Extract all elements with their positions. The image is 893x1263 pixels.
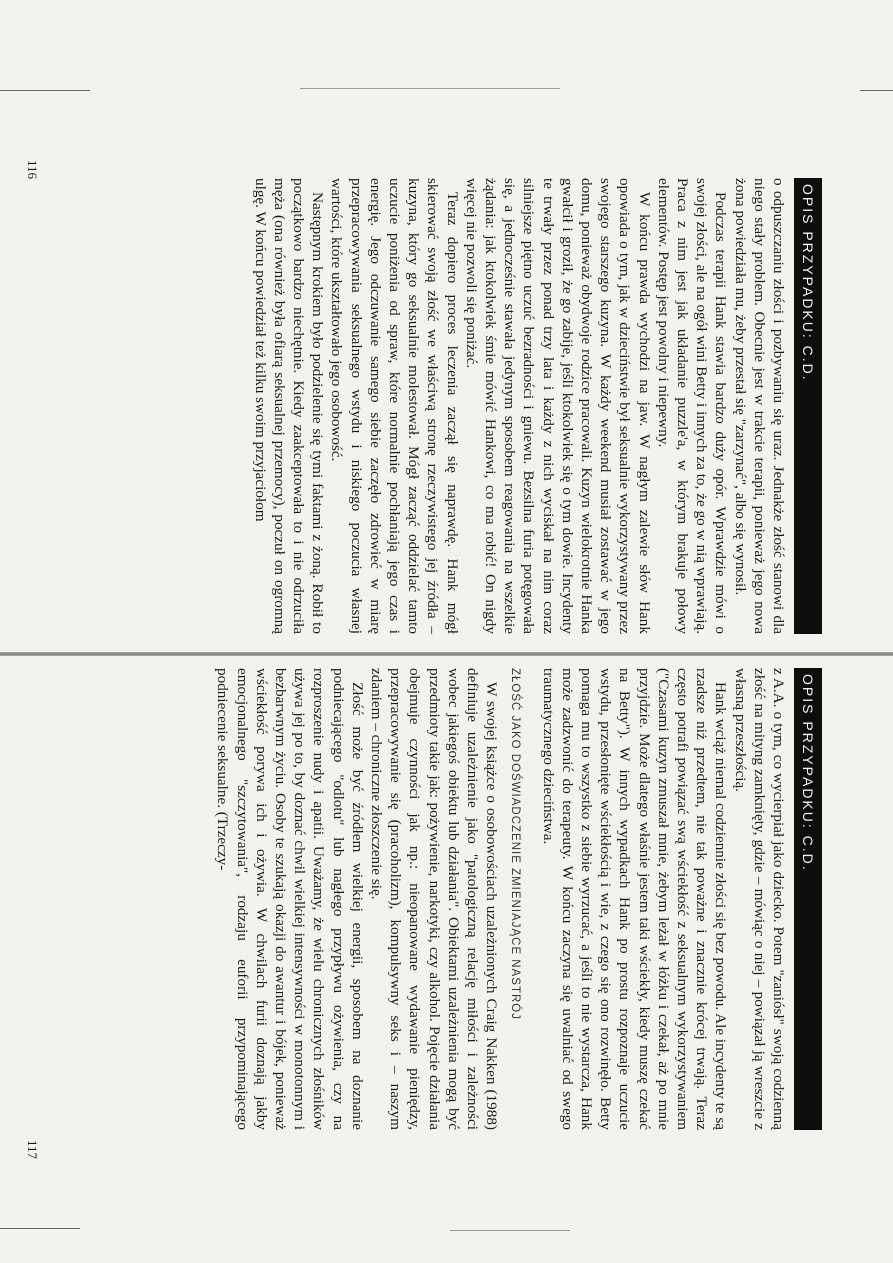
book-gutter: [0, 652, 893, 656]
paragraph: Złość może być źródłem wielkiej energii, sposobem na doznanie podniecającego "odlotu" lub nagłego przypływu ożywienia, czy na rozproszenie nudy i apatii. Uważamy, że wielu chronicznych złośników używa jej po to, by doznać chwil wielkiej intensywności w monotonnym i bezbarwnym życiu. Osoby te szukają okazji do awantur i bójek, ponieważ wściekłość porywa ich i ożywia. W chwilach furii doznają jakby emocjonalnego "szczytowania", rodzaju euforii przypominającego podniecenie seksualne. (Trzeczy-: [214, 668, 366, 1130]
scan-artifact-line: [860, 90, 893, 91]
left-page-number: 116: [25, 160, 40, 180]
paragraph: z A.A. o tym, co wycierpiał jako dziecko. Potem "zaniósł" swoją codzienną złość na mityng zamknięty, gdzie – mówiąc o niej – powiązał ją wreszcie z własną przeszłością.: [731, 668, 787, 1130]
right-page: [213, 668, 822, 1130]
scan-artifact-line: [300, 88, 560, 89]
paragraph: W swojej książce o osobowościach uzależnionych Craig Nakken (1988) definiuje uzależnienie jako "patologiczną relację miłości i zależności wobec jakiegoś obiektu lub działania". Obiektami uzależnienia mogą być przedmioty takie jak: pożywienie, narkotyki, czy alkohol. Pojęcie działania obejmuje czynności jak np.: nieopanowane wydawanie pieniędzy, przepracowywanie się (pracoholizm), kompulsywny seks i – naszym zdaniem – chroniczne złoszczenie się.: [367, 668, 501, 1130]
paragraph: W końcu prawda wychodzi na jaw. W nagłym zalewie słów Hank opowiada o tym, jak w dzieciństwie był seksualnie wykorzystywany przez swojego starszego kuzyna. W każdy weekend musiał zostawać w jego domu, ponieważ obydwoje rodzice pracowali. Kuzyn wielokrotnie Hanka gwałcił i groził, że go zabije, jeśli ktokolwiek się o tym dowie. Incydenty te trwały przez ponad trzy lata i każdy z nich wyciskał na nim coraz silniejsze piętno uczuć bezradności i gniewu. Bezsilna furia potęgowała się, a jednocześnie stawała jedynym sposobem reagowania na wszelkie żądania: jak ktokolwiek śmie mówić Hankowi, co ma robić! On nigdy więcej nie pozwoli się poniżać.: [462, 178, 653, 634]
left-page: [250, 178, 822, 634]
scan-artifact-line: [0, 90, 90, 91]
scan-artifact-line: [0, 1228, 80, 1229]
paragraph: o odpuszczaniu złości i pozbywaniu się uraz. Jednakże złość stanowi dla niego stały problem. Obecnie jest w trakcie terapii, ponieważ jego nowa żona powiedziała mu, żeby przestał się "zarzynać", albo się wynosił.: [731, 178, 787, 634]
paragraph: Teraz dopiero proces leczenia zaczął się naprawdę. Hank mógł skierować swoją złość we właściwą stronę rzeczywistego jej źródła – kuzyna, który go seksualnie molestował. Mógł zacząć oddzielać tamto uczucie poniżenia od spraw, które normalnie pochłaniają jego czas i energię. Jego odczuwanie samego siebie zaczęło zdrowieć w miarę przepracowywania seksualnego wstydu i niskiego poczucia własnej wartości, które ukształtowało jego osobowość.: [328, 178, 461, 634]
paragraph: Następnym krokiem było podzielenie się tymi faktami z żoną. Robił to początkowo bardzo niechętnie. Kiedy zaakceptowała to i nie odrzuciła męża (ona również była ofiarą seksualnej przemocy), poczuł on ogromną ulgę. W końcu powiedział też kilku swoim przyjaciołom: [251, 178, 327, 634]
right-page-header: OPIS PRZYPADKU: C.D.: [794, 668, 822, 1130]
right-page-number: 117: [25, 1140, 40, 1160]
section-heading: ZŁOŚĆ JAKO DOŚWIADCZENIE ZMIENIAJĄCE NASTRÓJ: [509, 668, 522, 1020]
scan-artifact-line: [450, 1230, 570, 1231]
left-page-header: OPIS PRZYPADKU: C.D.: [794, 178, 822, 634]
paragraph: Podczas terapii Hank stawia bardzo duży opór. Wprawdzie mówi o swojej złości, ale na ogół wini Betty i innych za to, że go w nią wprawiają. Praca z nim jest jak układanie puzzle'a, w którym brakuje połowy elementów. Postęp jest powolny i niepewny.: [654, 178, 730, 634]
paragraph: Hank wciąż niemal codziennie złości się bez powodu. Ale incydenty te są rzadsze niż przedtem, nie tak poważne i znacznie krócej trwają. Teraz często potrafi powiązać swą wściekłość z seksualnym wykorzystywaniem ("Czasami kuzyn zmuszał mnie, żebym leżał w łóżku i czekał, aż po mnie przyjdzie. Może dlatego właśnie jestem taki wściekły, kiedy muszę czekać na Betty"). W innych wypadkach Hank po prostu rozpoznaje uczucie wstydu, przesłonięte wściekłością i wie, z czego się ono rozwinęło. Betty pomaga mu to wszystko z siebie wyrzucać, a jeśli to nie wystarcza, Hank może zadzwonić do terapeuty. W końcu zaczyna się uwalniać od swego traumatycznego dzieciństwa.: [539, 668, 730, 1130]
